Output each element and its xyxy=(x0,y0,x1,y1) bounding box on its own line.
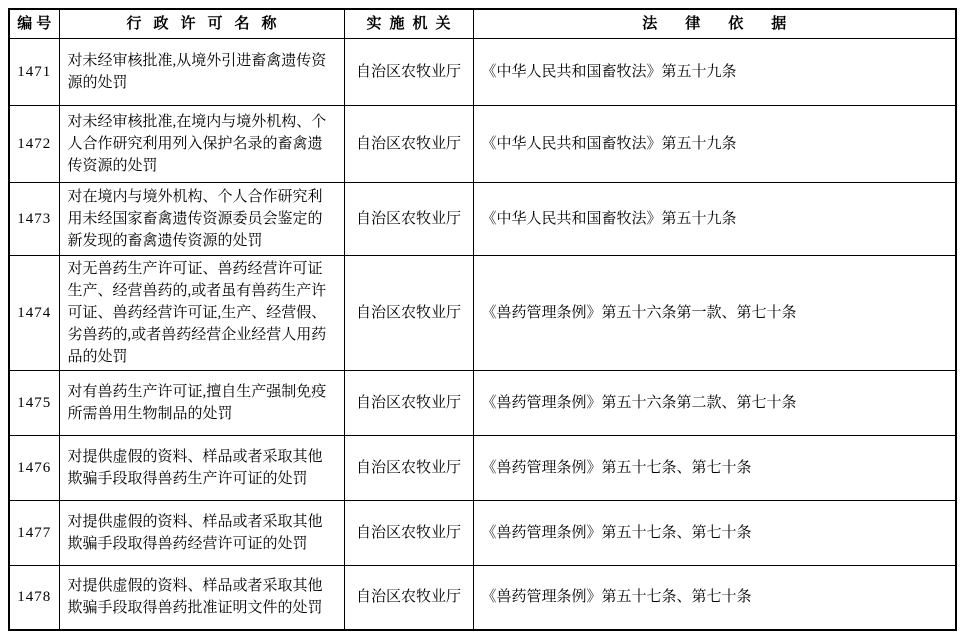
row-agency: 自治区农牧业厅 xyxy=(344,435,473,500)
table-row xyxy=(9,182,956,255)
row-permit-name: 对未经审核批准,在境内与境外机构、个人合作研究利用列入保护名录的畜禽遗传资源的处罚 xyxy=(59,105,344,182)
row-permit-name: 对提供虚假的资料、样品或者采取其他欺骗手段取得兽药批准证明文件的处罚 xyxy=(59,565,344,630)
row-id: 1478 xyxy=(9,565,59,630)
row-agency: 自治区农牧业厅 xyxy=(344,105,473,182)
table-header-row xyxy=(9,9,956,38)
row-permit-name: 对无兽药生产许可证、兽药经营许可证生产、经营兽药的,或者虽有兽药生产许可证、兽药经营许可证,生产、经营假、劣兽药的,或者兽药经营企业经营人用药品的处罚 xyxy=(59,255,344,370)
row-legal-basis: 《兽药管理条例》第五十七条、第七十条 xyxy=(473,565,956,630)
row-legal-basis: 《中华人民共和国畜牧法》第五十九条 xyxy=(473,182,956,255)
table-row xyxy=(9,370,956,435)
administrative-permits-table xyxy=(8,8,957,631)
row-id: 1471 xyxy=(9,38,59,105)
header-permit-name: 行政许可名称 xyxy=(59,9,344,38)
row-agency: 自治区农牧业厅 xyxy=(344,370,473,435)
row-id: 1477 xyxy=(9,500,59,565)
row-permit-name: 对有兽药生产许可证,擅自生产强制免疫所需兽用生物制品的处罚 xyxy=(59,370,344,435)
table-row xyxy=(9,38,956,105)
row-id: 1475 xyxy=(9,370,59,435)
row-legal-basis: 《中华人民共和国畜牧法》第五十九条 xyxy=(473,38,956,105)
row-id: 1474 xyxy=(9,255,59,370)
row-agency: 自治区农牧业厅 xyxy=(344,565,473,630)
row-legal-basis: 《兽药管理条例》第五十七条、第七十条 xyxy=(473,500,956,565)
row-permit-name: 对未经审核批准,从境外引进畜禽遗传资源的处罚 xyxy=(59,38,344,105)
row-agency: 自治区农牧业厅 xyxy=(344,38,473,105)
row-id: 1476 xyxy=(9,435,59,500)
row-permit-name: 对提供虚假的资料、样品或者采取其他欺骗手段取得兽药生产许可证的处罚 xyxy=(59,435,344,500)
row-permit-name: 对在境内与境外机构、个人合作研究利用未经国家畜禽遗传资源委员会鉴定的新发现的畜禽遗传资源的处罚 xyxy=(59,182,344,255)
row-agency: 自治区农牧业厅 xyxy=(344,500,473,565)
row-id: 1473 xyxy=(9,182,59,255)
row-permit-name: 对提供虚假的资料、样品或者采取其他欺骗手段取得兽药经营许可证的处罚 xyxy=(59,500,344,565)
table-row xyxy=(9,500,956,565)
row-legal-basis: 《兽药管理条例》第五十七条、第七十条 xyxy=(473,435,956,500)
table-row xyxy=(9,565,956,630)
table-row xyxy=(9,435,956,500)
header-agency: 实施机关 xyxy=(344,9,473,38)
header-id: 编号 xyxy=(9,9,59,38)
row-legal-basis: 《兽药管理条例》第五十六条第二款、第七十条 xyxy=(473,370,956,435)
table-row xyxy=(9,255,956,370)
row-legal-basis: 《兽药管理条例》第五十六条第一款、第七十条 xyxy=(473,255,956,370)
table-row xyxy=(9,105,956,182)
row-legal-basis: 《中华人民共和国畜牧法》第五十九条 xyxy=(473,105,956,182)
header-legal-basis: 法律依据 xyxy=(473,9,956,38)
row-id: 1472 xyxy=(9,105,59,182)
row-agency: 自治区农牧业厅 xyxy=(344,255,473,370)
row-agency: 自治区农牧业厅 xyxy=(344,182,473,255)
